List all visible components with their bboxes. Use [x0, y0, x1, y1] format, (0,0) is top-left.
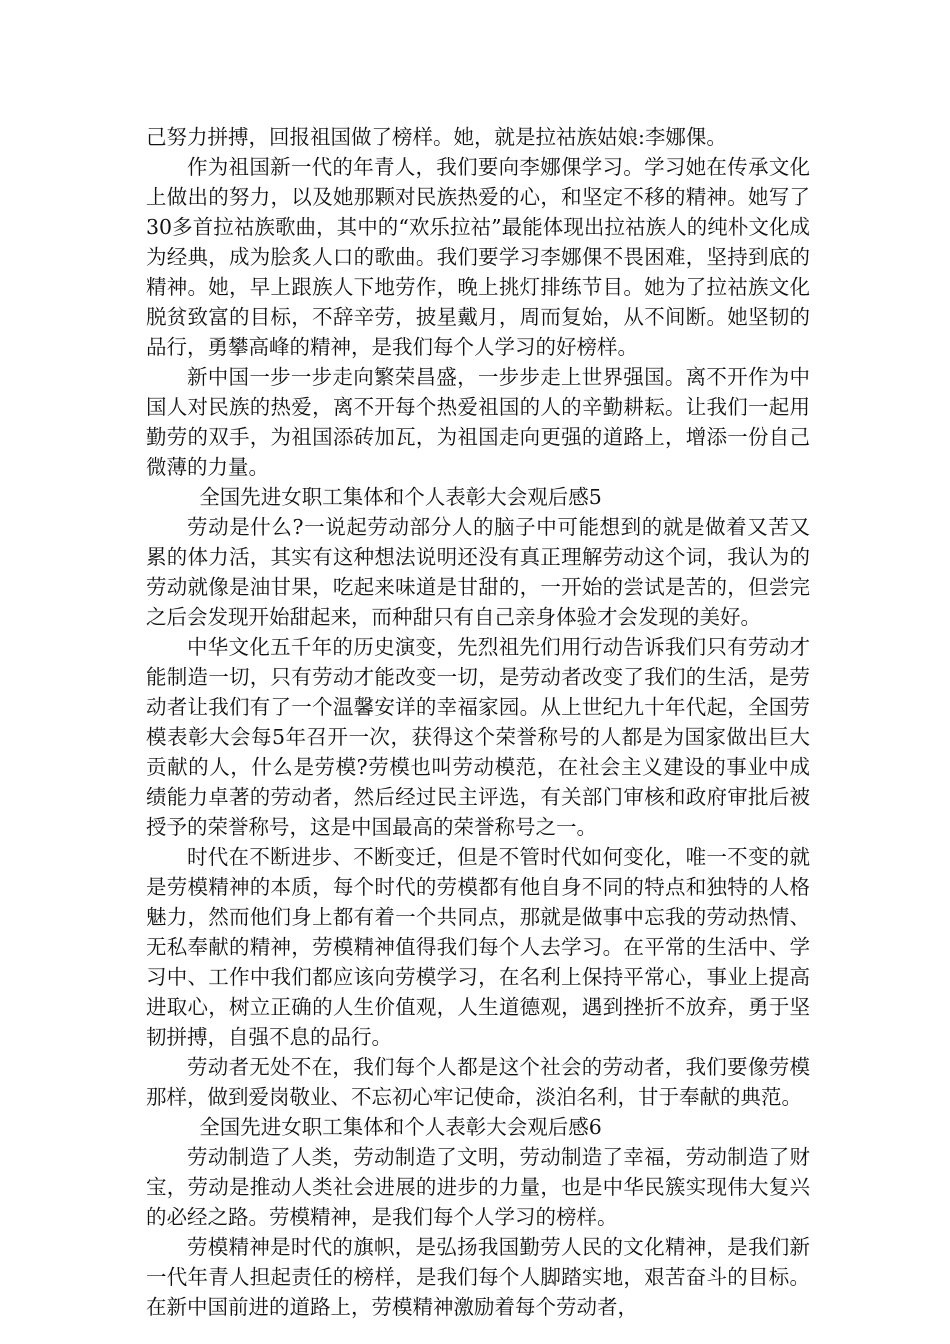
- paragraph: 劳动者无处不在，我们每个人都是这个社会的劳动者，我们要像劳模那样，做到爱岗敬业、不忘初心牢记使命，淡泊名利，甘于奉献的典范。: [146, 1055, 810, 1109]
- section-heading: 全国先进女职工集体和个人表彰大会观后感6: [199, 1115, 602, 1139]
- document-body: [146, 122, 810, 1322]
- paragraph: 时代在不断进步、不断变迁，但是不管时代如何变化，唯一不变的就是劳模精神的本质，每个时代的劳模都有他自身不同的特点和独特的人格魅力，然而他们身上都有着一个共同点，那就是做事中忘我的劳动热情、无私奉献的精神，劳模精神值得我们每个人去学习。在平常的生活中、学习中、工作中我们都应该向劳模学习，在名利上保持平常心，事业上提高进取心，树立正确的人生价值观，人生道德观，遇到挫折不放弃，勇于坚韧拼搏，自强不息的品行。: [146, 845, 810, 1049]
- paragraph: 劳动是什么?一说起劳动部分人的脑子中可能想到的就是做着又苦又累的体力活，其实有这种想法说明还没有真正理解劳动这个词，我认为的劳动就像是油甘果，吃起来味道是甘甜的，一开始的尝试是苦的，但尝完之后会发现开始甜起来，而种甜只有自己亲身体验才会发现的美好。: [146, 515, 810, 629]
- paragraph: 中华文化五千年的历史演变，先烈祖先们用行动告诉我们只有劳动才能制造一切，只有劳动才能改变一切，是劳动者改变了我们的生活，是劳动者让我们有了一个温馨安详的幸福家园。从上世纪九十年代起，全国劳模表彰大会每5年召开一次，获得这个荣誉称号的人都是为国家做出巨大贡献的人，什么是劳模?劳模也叫劳动模范，在社会主义建设的事业中成绩能力卓著的劳动者，然后经过民主评选，有关部门审核和政府审批后被授予的荣誉称号，这是中国最高的荣誉称号之一。: [146, 635, 810, 839]
- section-heading: 全国先进女职工集体和个人表彰大会观后感5: [199, 485, 602, 509]
- paragraph: 作为祖国新一代的年青人，我们要向李娜倮学习。学习她在传承文化上做出的努力，以及她那颗对民族热爱的心，和坚定不移的精神。她写了30多首拉祜族歌曲，其中的“欢乐拉祜”最能体现出拉祜族人的纯朴文化成为经典，成为脍炙人口的歌曲。我们要学习李娜倮不畏困难，坚持到底的精神。她，早上跟族人下地劳作，晚上挑灯排练节目。她为了拉祜族文化脱贫致富的目标，不辞辛劳，披星戴月，周而复始，从不间断。她坚韧的品行，勇攀高峰的精神，是我们每个人学习的好榜样。: [146, 155, 810, 359]
- paragraph: 劳模精神是时代的旗帜，是弘扬我国勤劳人民的文化精神，是我们新一代年青人担起责任的榜样，是我们每个人脚踏实地，艰苦奋斗的目标。在新中国前进的道路上，劳模精神激励着每个劳动者，: [146, 1235, 810, 1319]
- paragraph: 新中国一步一步走向繁荣昌盛，一步步走上世界强国。离不开作为中国人对民族的热爱，离不开每个热爱祖国的人的辛勤耕耘。让我们一起用勤劳的双手，为祖国添砖加瓦，为祖国走向更强的道路上，增添一份自己微薄的力量。: [146, 365, 810, 479]
- paragraph: 劳动制造了人类，劳动制造了文明，劳动制造了幸福，劳动制造了财宝，劳动是推动人类社会进展的进步的力量，也是中华民簇实现伟大复兴的必经之路。劳模精神，是我们每个人学习的榜样。: [146, 1145, 810, 1229]
- paragraph-continuation: 己努力拼搏，回报祖国做了榜样。她，就是拉祜族姑娘:李娜倮。: [146, 125, 727, 149]
